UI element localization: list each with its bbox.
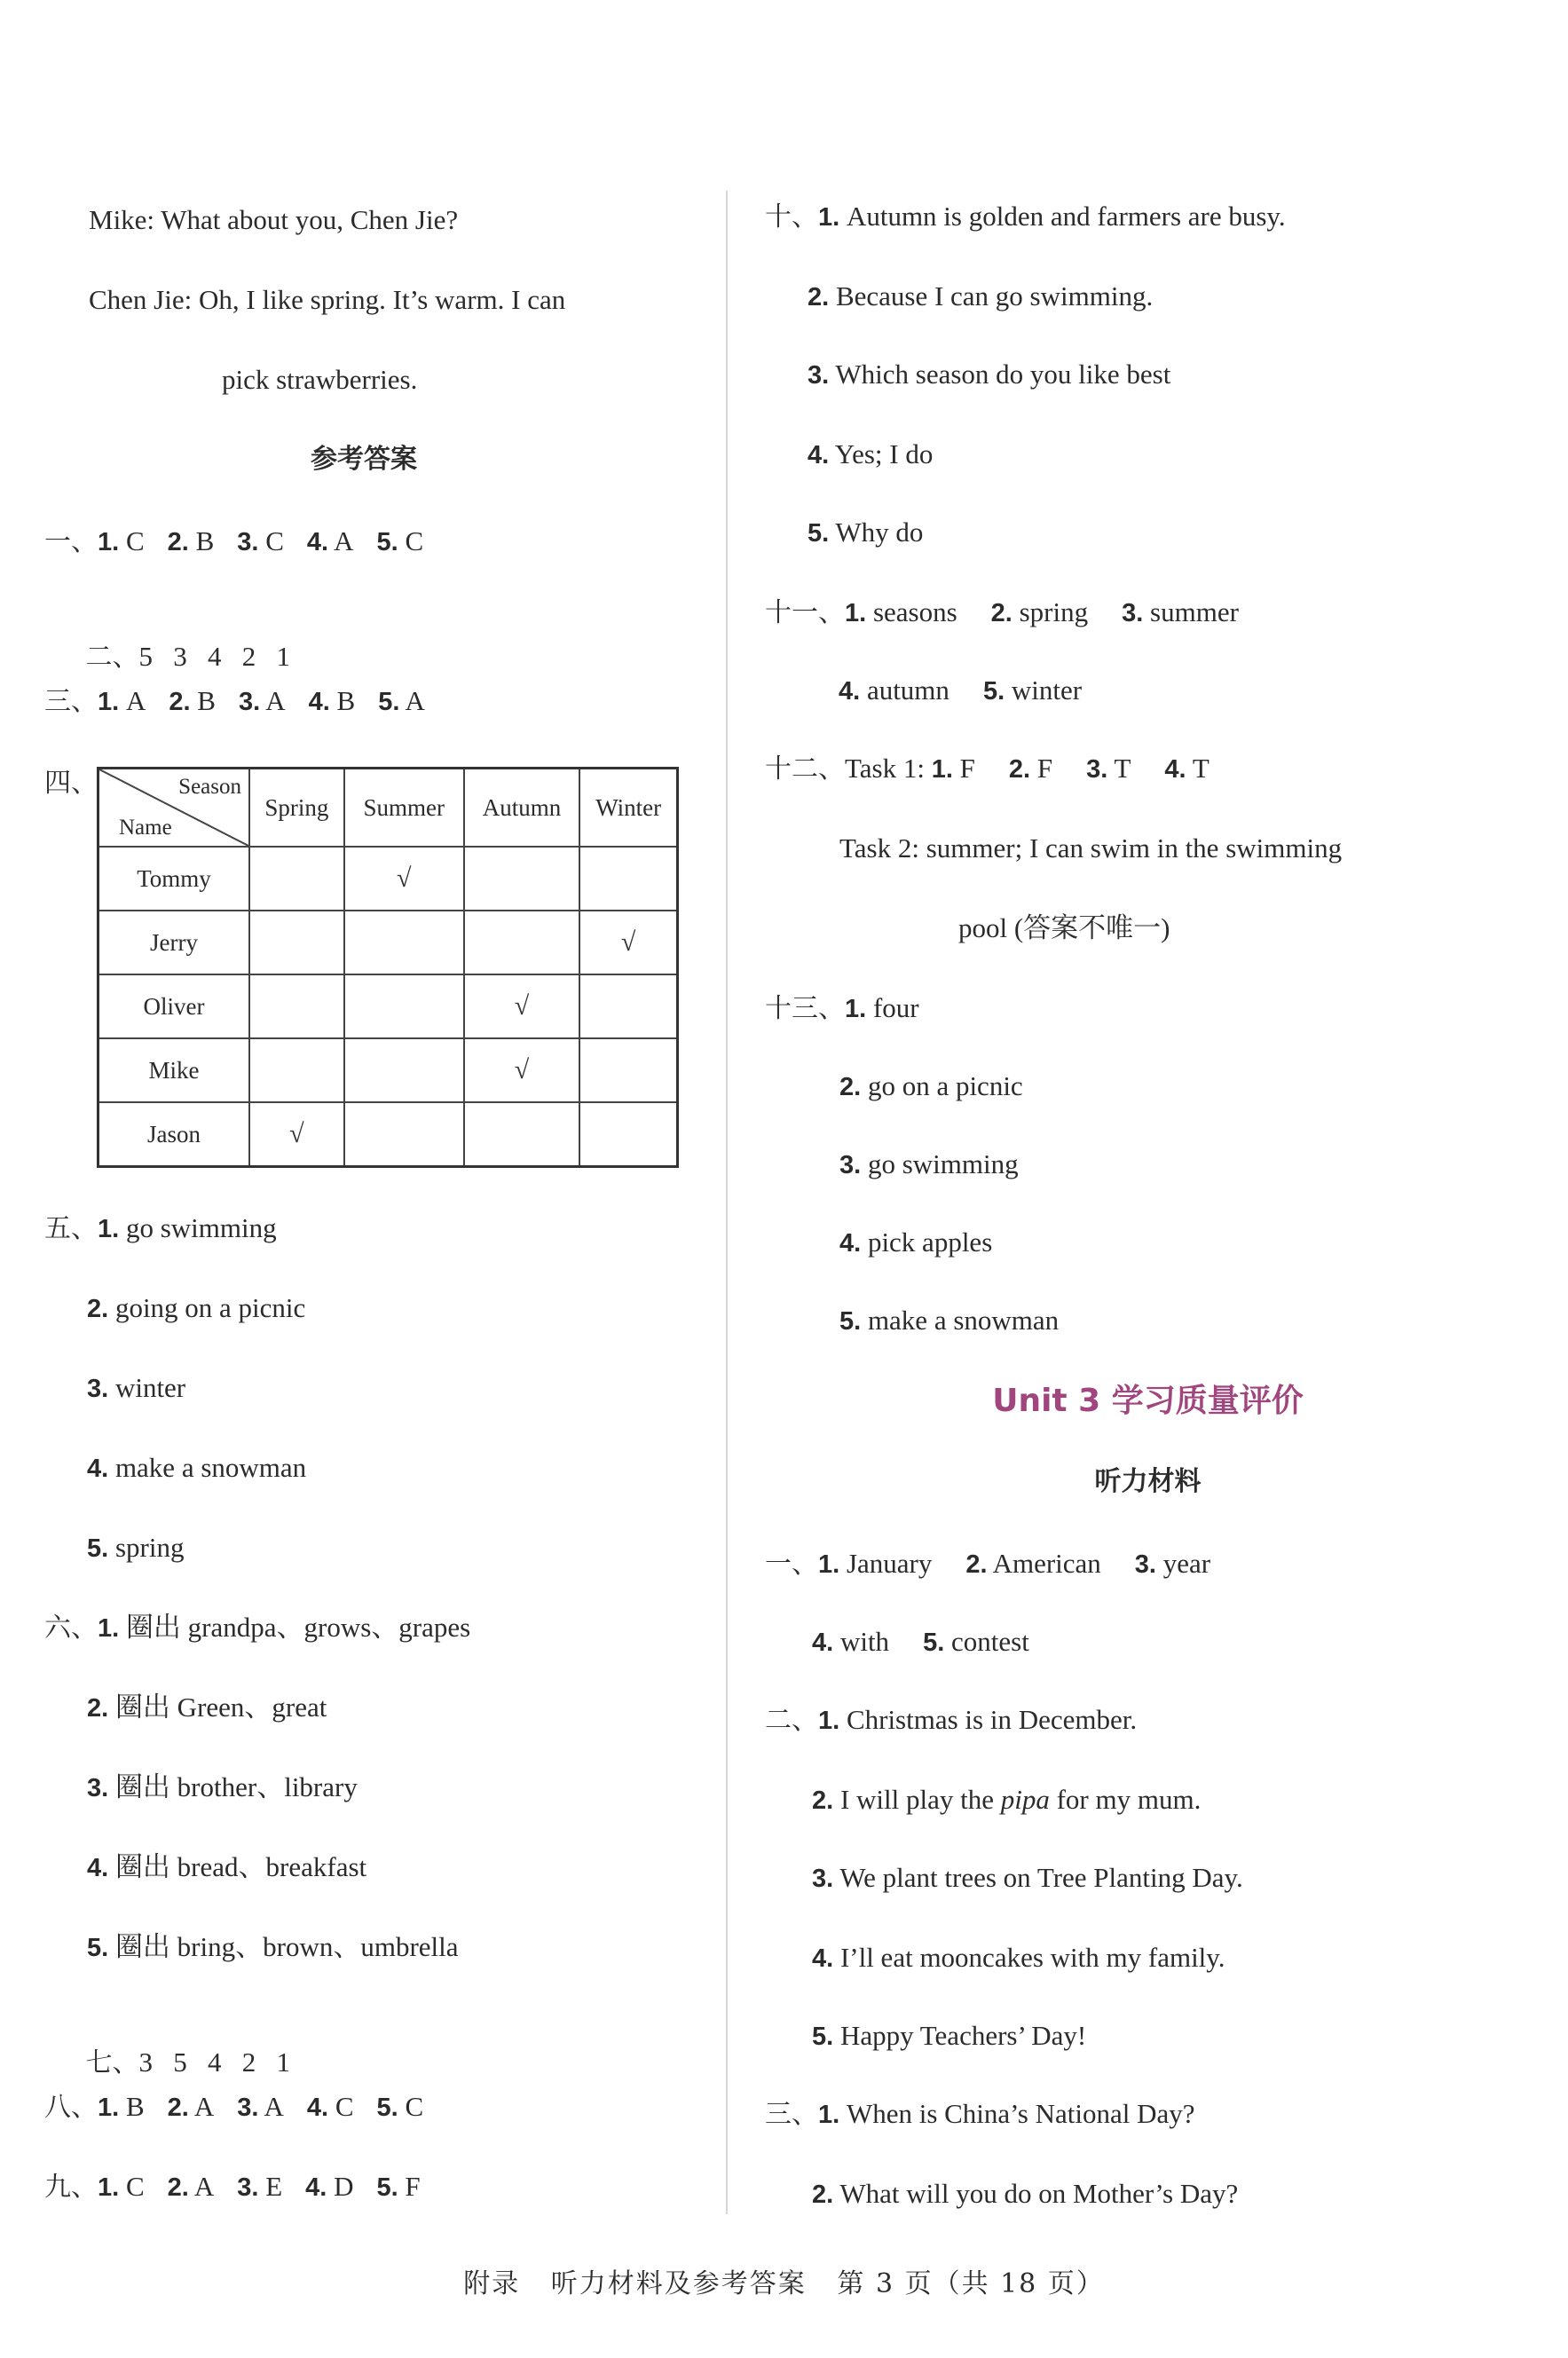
dialog-line-2: Chen Jie: Oh, I like spring. It’s warm. I can xyxy=(89,284,566,315)
check-cell: √ xyxy=(464,974,580,1038)
table-row xyxy=(98,1038,678,1102)
table-corner-cell xyxy=(98,769,250,848)
page-footer: 附录 听力材料及参考答案 第 3 页（共 18 页） xyxy=(463,2268,1105,2299)
corner-name-label: Name xyxy=(119,816,172,840)
section-10-item-2: 2. Because I can go swimming. xyxy=(808,280,1154,312)
section-11-row-1: 十一、1. seasons 2. spring 3. summer xyxy=(765,596,1239,628)
check-cell xyxy=(464,847,580,911)
listening-heading: 听力材料 xyxy=(1094,1466,1202,1497)
check-cell xyxy=(579,847,677,911)
check-cell xyxy=(344,974,464,1038)
section-10-item-4: 4. Yes; I do xyxy=(808,438,934,469)
section-13-item-1: 十三、1. four xyxy=(765,992,919,1024)
section-5-item-1: 五、1. go swimming xyxy=(44,1212,277,1244)
section-6-item-3: 3. 圈出 brother、library xyxy=(87,1771,358,1802)
column-header: Winter xyxy=(579,769,677,848)
row-name: Jason xyxy=(98,1102,250,1167)
table-header-row xyxy=(98,769,678,848)
unit3-section-2-item-4: 4. I’ll eat mooncakes with my family. xyxy=(812,1942,1225,1973)
check-cell xyxy=(464,911,580,974)
unit3-section-2-item-1: 二、1. Christmas is in December. xyxy=(765,1704,1138,1736)
row-name: Oliver xyxy=(98,974,250,1038)
check-cell: √ xyxy=(579,911,677,974)
check-cell xyxy=(249,911,344,974)
column-header: Spring xyxy=(249,769,344,848)
corner-season-label: Season xyxy=(178,775,241,799)
check-cell xyxy=(464,1102,580,1167)
section-1-answers: 一、1. C 2. B 3. C 4. A 5. C xyxy=(44,525,424,557)
section-13-item-2: 2. go on a picnic xyxy=(839,1070,1023,1101)
section-2-answers: 二、5 3 4 2 1 xyxy=(85,641,290,673)
table-row xyxy=(98,974,678,1038)
section-12-task-2-line-1: Task 2: summer; I can swim in the swimming xyxy=(839,832,1343,864)
section-8-answers: 八、1. B 2. A 3. A 4. C 5. C xyxy=(44,2091,424,2123)
dialog-line-1: Mike: What about you, Chen Jie? xyxy=(89,204,459,235)
section-10-item-1: 十、1. Autumn is golden and farmers are busy. xyxy=(765,201,1286,233)
section-3-answers: 三、1. A 2. B 3. A 4. B 5. A xyxy=(44,685,425,717)
row-name: Tommy xyxy=(98,847,250,911)
section-13-item-3: 3. go swimming xyxy=(839,1148,1019,1179)
season-table xyxy=(97,767,679,1168)
section-5-item-2: 2. going on a picnic xyxy=(87,1292,306,1323)
section-12-task-1: 十二、Task 1: 1. F 2. F 3. T 4. T xyxy=(765,753,1209,785)
table-row xyxy=(98,1102,678,1167)
row-name: Jerry xyxy=(98,911,250,974)
check-cell xyxy=(344,1102,464,1167)
section-12-task-2-line-2: pool (答案不唯一) xyxy=(958,912,1170,943)
section-9-answers: 九、1. C 2. A 3. E 4. D 5. F xyxy=(44,2171,421,2203)
section-5-item-5: 5. spring xyxy=(87,1532,185,1563)
column-divider xyxy=(726,191,728,2214)
check-cell xyxy=(344,911,464,974)
unit3-section-2-item-2: 2. I will play the pipa for my mum. xyxy=(812,1784,1202,1815)
check-cell xyxy=(249,847,344,911)
unit3-section-3-item-2: 2. What will you do on Mother’s Day? xyxy=(812,2178,1239,2209)
check-cell xyxy=(579,1038,677,1102)
section-4-marker: 四、 xyxy=(44,768,98,799)
unit3-section-1-row-1: 一、1. January 2. American 3. year xyxy=(765,1548,1211,1580)
section-10-item-3: 3. Which season do you like best xyxy=(808,359,1171,390)
unit-title: Unit 3 学习质量评价 xyxy=(992,1383,1304,1419)
check-cell xyxy=(249,974,344,1038)
check-cell: √ xyxy=(249,1102,344,1167)
check-cell: √ xyxy=(464,1038,580,1102)
dialog-line-3: pick strawberries. xyxy=(222,364,418,395)
section-13-item-4: 4. pick apples xyxy=(839,1226,993,1258)
section-11-row-2: 4. autumn 5. winter xyxy=(839,674,1083,706)
check-cell xyxy=(579,1102,677,1167)
check-cell xyxy=(344,1038,464,1102)
section-5-item-3: 3. winter xyxy=(87,1372,186,1403)
section-6-item-2: 2. 圈出 Green、great xyxy=(87,1692,327,1723)
section-6-item-1: 六、1. 圈出 grandpa、grows、grapes xyxy=(44,1612,471,1644)
column-header: Autumn xyxy=(464,769,580,848)
table-row xyxy=(98,847,678,911)
check-cell xyxy=(249,1038,344,1102)
unit3-section-2-item-5: 5. Happy Teachers’ Day! xyxy=(812,2020,1087,2051)
section-7-answers: 七、3 5 4 2 1 xyxy=(85,2046,290,2078)
table-row xyxy=(98,911,678,974)
check-cell xyxy=(579,974,677,1038)
column-header: Summer xyxy=(344,769,464,848)
unit3-section-1-row-2: 4. with 5. contest xyxy=(812,1626,1029,1657)
answers-heading: 参考答案 xyxy=(311,444,417,475)
unit3-section-3-item-1: 三、1. When is China’s National Day? xyxy=(765,2098,1195,2130)
section-13-item-5: 5. make a snowman xyxy=(839,1305,1060,1336)
section-6-item-4: 4. 圈出 bread、breakfast xyxy=(87,1851,367,1882)
check-cell: √ xyxy=(344,847,464,911)
row-name: Mike xyxy=(98,1038,250,1102)
section-10-item-5: 5. Why do xyxy=(808,517,924,548)
unit3-section-2-item-3: 3. We plant trees on Tree Planting Day. xyxy=(812,1862,1243,1893)
section-5-item-4: 4. make a snowman xyxy=(87,1452,307,1483)
section-6-item-5: 5. 圈出 bring、brown、umbrella xyxy=(87,1931,459,1962)
